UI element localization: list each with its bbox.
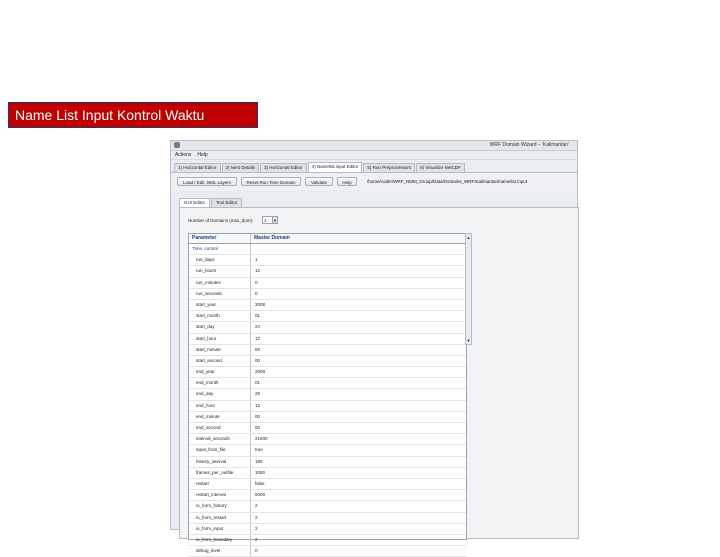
parameter-name: end_year: [189, 367, 251, 377]
parameter-name: restart_interval: [189, 490, 251, 500]
editor-subtabs: [179, 198, 242, 207]
table-row[interactable]: [189, 412, 466, 423]
table-row[interactable]: [189, 501, 466, 512]
max-dom-label: Number of Domains (max_dom):: [188, 218, 254, 223]
table-row[interactable]: [189, 345, 466, 356]
scroll-down-icon[interactable]: ▼: [466, 338, 471, 343]
tab-text-editor[interactable]: Text Editor: [211, 198, 242, 207]
parameter-name: end_hour: [189, 401, 251, 411]
scroll-up-icon[interactable]: ▲: [466, 235, 471, 240]
app-icon: [174, 142, 180, 148]
parameter-value[interactable]: 1000: [255, 469, 266, 475]
parameter-value[interactable]: 00: [255, 346, 261, 352]
parameter-name: io_form_restart: [189, 513, 251, 523]
file-path: /home/coder/WRF_NMM_Group/Data/Domains_WRF/Kalimantan/namelist.input: [367, 179, 528, 184]
table-row[interactable]: [189, 546, 466, 557]
max-dom-select[interactable]: 1: [262, 216, 278, 224]
parameter-value[interactable]: 00: [255, 357, 261, 363]
table-row[interactable]: [189, 434, 466, 445]
table-row[interactable]: [189, 445, 466, 456]
header-parameter[interactable]: Parameter: [189, 234, 251, 243]
parameter-value[interactable]: 12: [255, 402, 261, 408]
parameter-name: end_month: [189, 378, 251, 388]
table-row[interactable]: [189, 401, 466, 412]
parameter-name: start_hour: [189, 334, 251, 344]
parameter-value[interactable]: 0: [255, 290, 258, 296]
parameter-value[interactable]: 24: [255, 324, 261, 330]
parameter-name: start_day: [189, 322, 251, 332]
parameter-value[interactable]: 2008: [255, 369, 266, 375]
parameter-value[interactable]: 0: [255, 548, 258, 554]
tab-gui-editor[interactable]: GUI Editor: [179, 198, 210, 207]
validate-button[interactable]: Validate: [305, 177, 333, 186]
parameter-value[interactable]: 12: [255, 335, 261, 341]
parameter-name: run_days: [189, 255, 251, 265]
parameter-name: frames_per_outfile: [189, 468, 251, 478]
parameter-name: run_hours: [189, 266, 251, 276]
tab-3[interactable]: 3) Horizontal Editor: [260, 163, 307, 172]
toolbar: [171, 172, 577, 191]
table-row[interactable]: [189, 457, 466, 468]
parameter-value[interactable]: 5000: [255, 492, 266, 498]
table-row[interactable]: [189, 535, 466, 546]
tab-6[interactable]: 6) Visualize NetCDF: [416, 163, 465, 172]
parameter-value[interactable]: 2008: [255, 301, 266, 307]
table-row[interactable]: [189, 468, 466, 479]
menu-item-help[interactable]: Help: [197, 152, 208, 158]
tab-2[interactable]: 2) Nest Details: [222, 163, 260, 172]
parameter-name: end_day: [189, 389, 251, 399]
tab-4[interactable]: 4) Namelist.input Editor: [308, 162, 363, 172]
parameter-name: io_form_boundary: [189, 535, 251, 545]
tab-5[interactable]: 5) Run Preprocessors: [363, 163, 415, 172]
parameter-value[interactable]: 2: [255, 536, 258, 542]
table-row[interactable]: [189, 278, 466, 289]
parameter-name: run_minutes: [189, 278, 251, 288]
table-row[interactable]: [189, 423, 466, 434]
menu-item-actions[interactable]: Actions: [175, 152, 192, 158]
table-row[interactable]: [189, 479, 466, 490]
parameter-value[interactable]: 2: [255, 503, 258, 509]
table-row[interactable]: [189, 367, 466, 378]
parameter-name: input_from_file: [189, 445, 251, 455]
parameter-value[interactable]: 0: [255, 279, 258, 285]
header-master-domain[interactable]: Master Domain: [254, 235, 290, 241]
table-row[interactable]: [189, 311, 466, 322]
parameter-name: start_year: [189, 300, 251, 310]
window-title: WRF Domain Wizard – 'Kalimantan': [489, 142, 569, 148]
parameter-name: start_second: [189, 356, 251, 366]
parameter-name: history_interval: [189, 457, 251, 467]
table-row[interactable]: [189, 255, 466, 266]
parameter-value[interactable]: 21600: [255, 436, 268, 442]
application-window: [170, 140, 578, 554]
parameter-value[interactable]: 2: [255, 525, 258, 531]
table-row[interactable]: [189, 289, 466, 300]
parameter-name: run_seconds: [189, 289, 251, 299]
parameter-name: restart: [189, 479, 251, 489]
parameter-name: end_second: [189, 423, 251, 433]
table-header: [189, 234, 466, 244]
parameter-value[interactable]: 01: [255, 313, 261, 319]
table-group-row[interactable]: [189, 244, 466, 255]
parameter-name: start_month: [189, 311, 251, 321]
parameter-value[interactable]: false: [255, 480, 265, 486]
slide-caption: [8, 102, 258, 128]
parameter-value[interactable]: 25: [255, 391, 261, 397]
tab-1[interactable]: 1) Horizontal Editor: [174, 163, 221, 172]
table-row[interactable]: [189, 322, 466, 333]
parameter-value[interactable]: 180: [255, 458, 263, 464]
table-row[interactable]: [189, 389, 466, 400]
menu-bar: [171, 151, 577, 160]
parameter-value[interactable]: 00: [255, 413, 261, 419]
main-tabs: [171, 162, 577, 172]
parameter-name: io_form_input: [189, 524, 251, 534]
parameter-name: io_form_history: [189, 501, 251, 511]
table-row[interactable]: [189, 334, 466, 345]
table-row[interactable]: [189, 513, 466, 524]
parameter-table: [188, 233, 467, 554]
parameter-name: interval_seconds: [189, 434, 251, 444]
load-nml-button[interactable]: Load / Edit .NML Layers: [177, 177, 237, 186]
table-row[interactable]: [189, 524, 466, 535]
table-scrollbar[interactable]: [465, 233, 472, 345]
parameter-name: end_minute: [189, 412, 251, 422]
parameter-value[interactable]: 01: [255, 380, 261, 386]
reset-domain-button[interactable]: Reset Run Time Domain: [241, 177, 301, 186]
help-button[interactable]: Help: [337, 177, 357, 186]
chevron-down-icon[interactable]: ▼: [273, 218, 277, 223]
table-row[interactable]: [189, 356, 466, 367]
gui-editor-panel: [179, 207, 579, 554]
caption-text: Name List Input Kontrol Waktu: [15, 107, 205, 123]
table-row[interactable]: [189, 490, 466, 501]
group-label: Time_control: [189, 244, 251, 254]
parameter-name: debug_level: [189, 546, 251, 556]
parameter-value[interactable]: true: [255, 447, 263, 453]
parameter-value[interactable]: 00: [255, 425, 261, 430]
table-row[interactable]: [189, 378, 466, 389]
table-row[interactable]: [189, 266, 466, 277]
table-row[interactable]: [189, 300, 466, 311]
parameter-value[interactable]: 1: [255, 257, 258, 263]
title-bar: [171, 141, 577, 151]
parameter-value[interactable]: 12: [255, 268, 261, 274]
parameter-name: start_minute: [189, 345, 251, 355]
parameter-value[interactable]: 2: [255, 514, 258, 520]
